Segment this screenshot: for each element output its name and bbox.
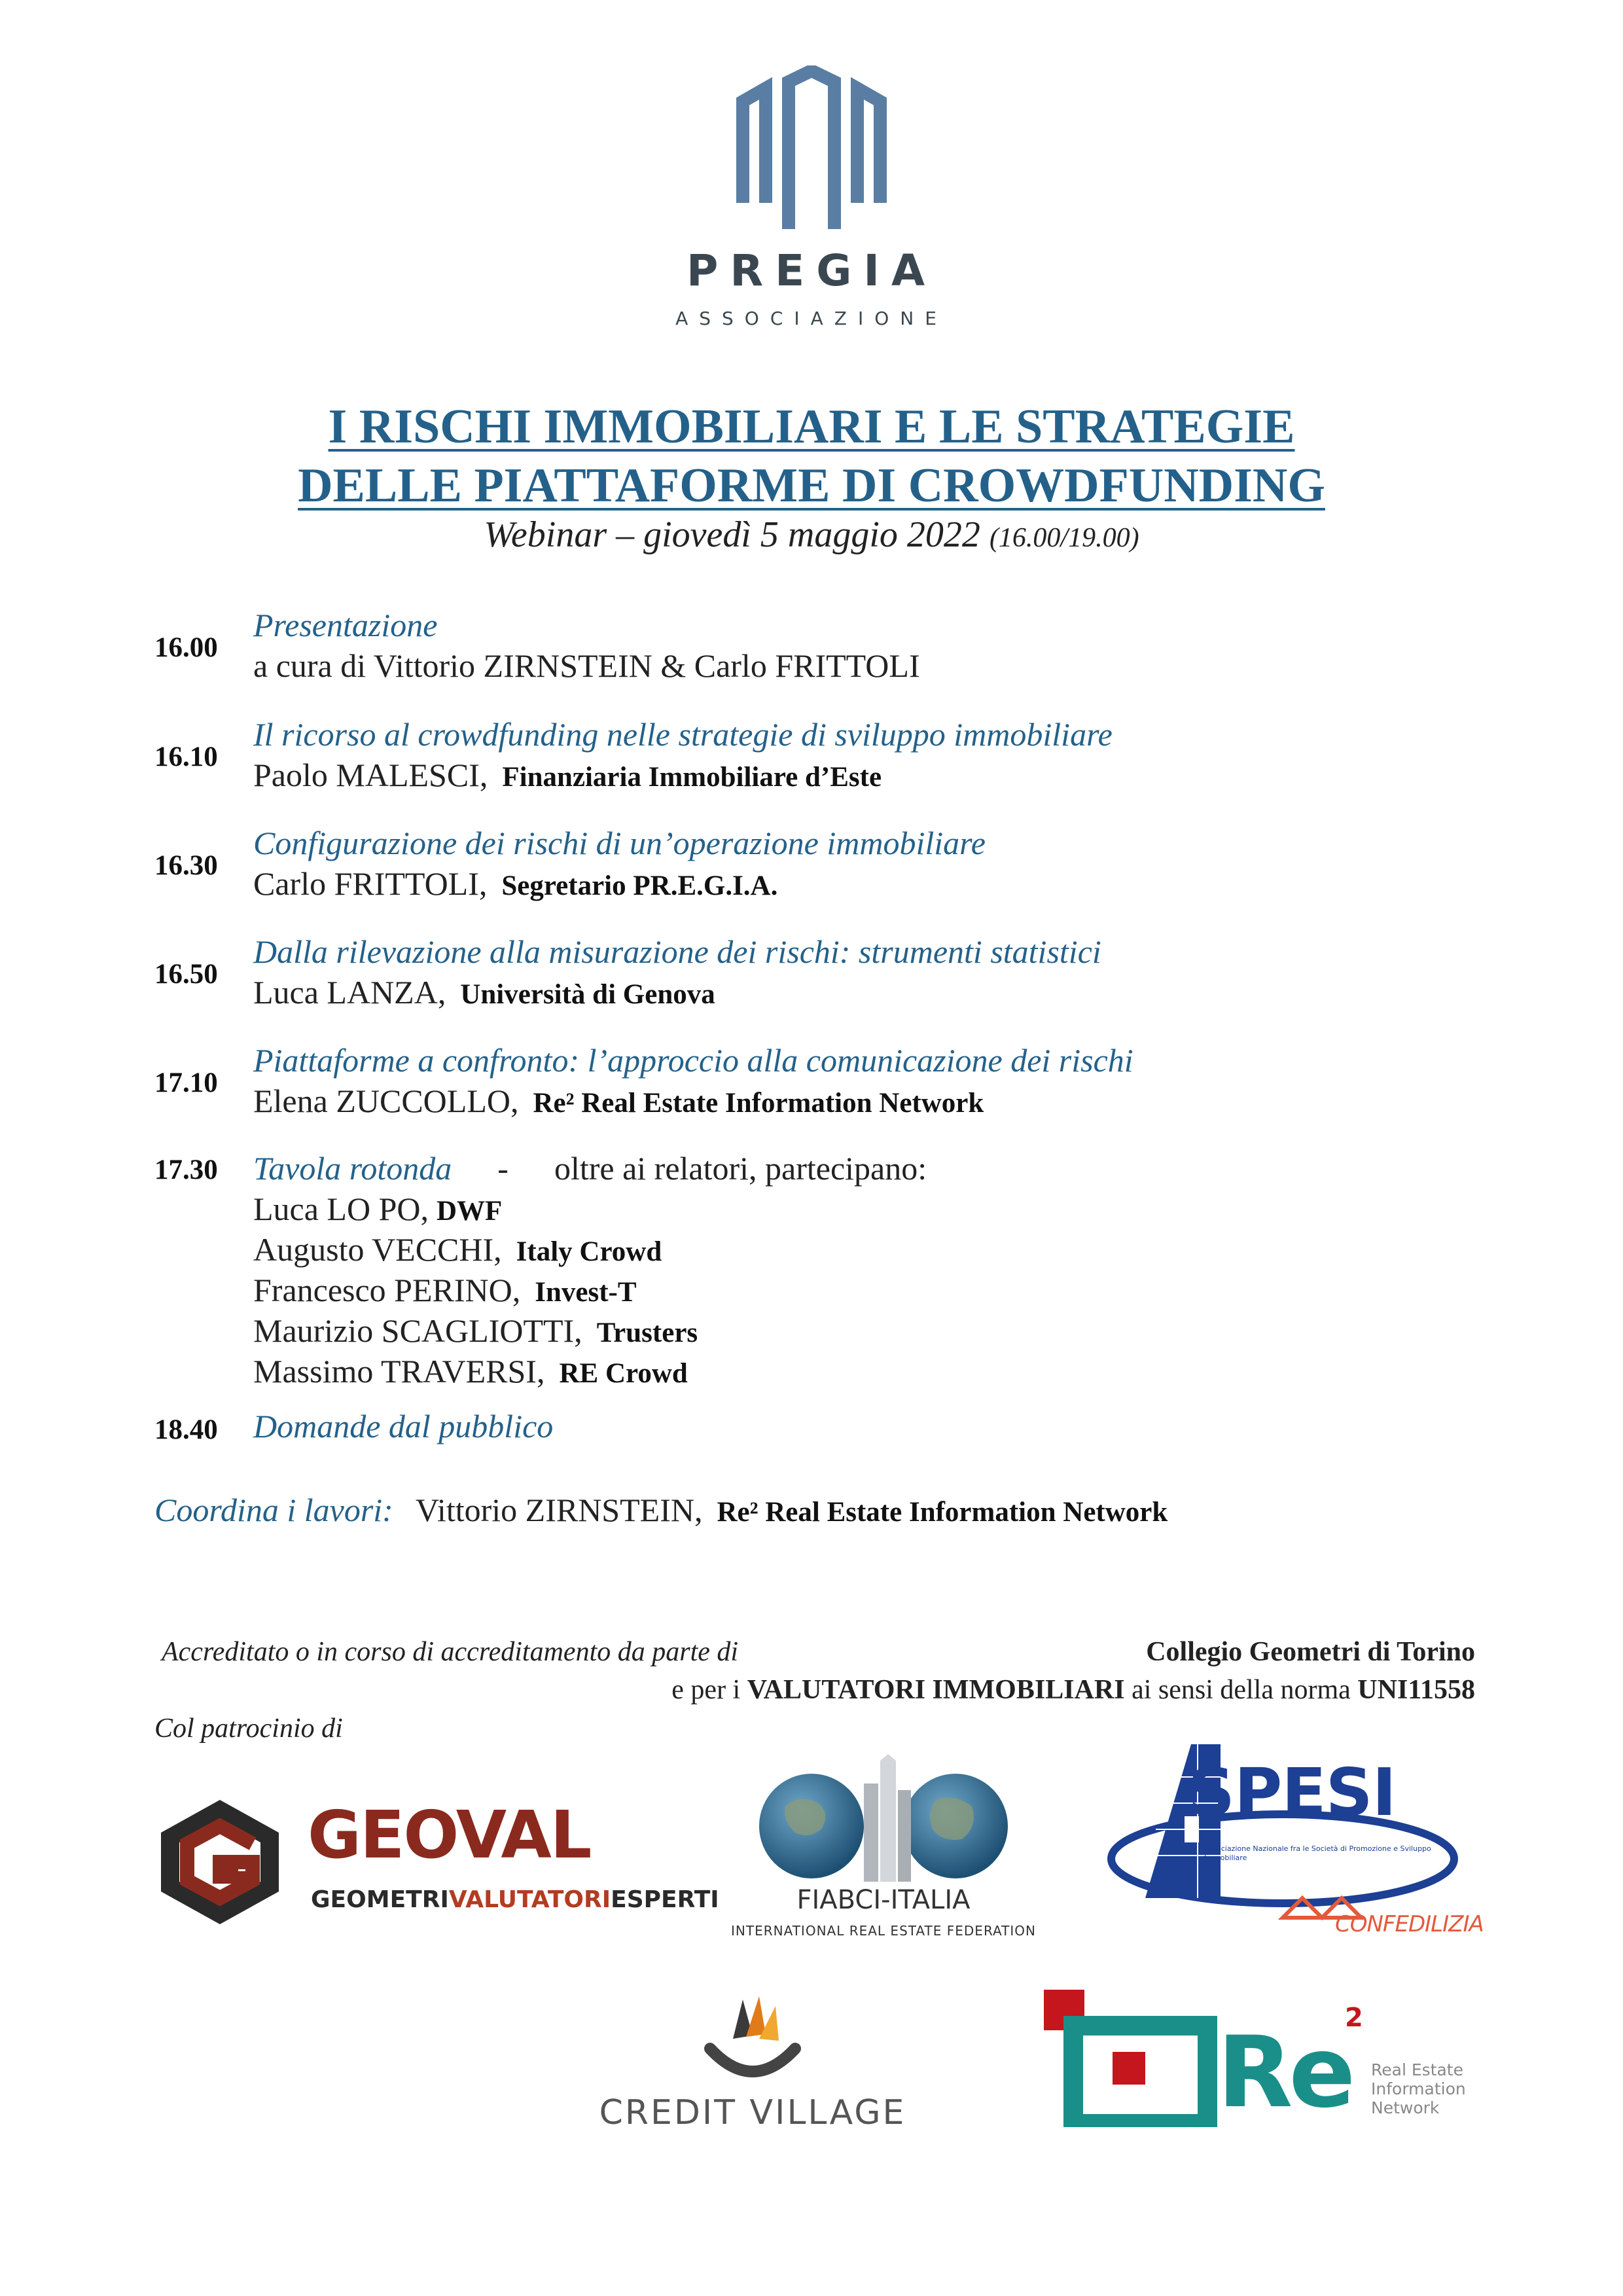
coordinator-organization: Re² Real Estate Information Network [717,1497,1168,1528]
coordination-line [154,1491,1168,1529]
aspesi-logo-subtitle: Associazione Nazionale fra le Società di Promozione e Sviluppo Immobiliare [1204,1844,1431,1862]
speaker-name: Augusto VECCHI, [253,1231,502,1268]
speaker-organization: Trusters [596,1318,698,1348]
agenda-topic: Piattaforme a confronto: l’approccio alla comunicazione dei rischi [253,1042,1133,1079]
roundtable-participant [253,1271,637,1309]
fiabci-logo-text: FIABCI-ITALIA [796,1885,971,1915]
speaker-name: Luca LO PO, [253,1191,429,1227]
geoval-sub-1: GEOMETRI [311,1886,449,1913]
speaker-name: Massimo TRAVERSI, [253,1353,545,1390]
agenda-topic: Il ricorso al crowdfunding nelle strategie di sviluppo immobiliare [253,716,1113,753]
speaker-organization: Segretario PR.E.G.I.A. [501,870,778,901]
event-title-line-1: I RISCHI IMMOBILIARI E LE STRATEGIE [328,400,1295,454]
coordinator-name: Vittorio ZIRNSTEIN, [415,1492,703,1528]
coordination-label: Coordina i lavori: [154,1492,393,1528]
speaker-organization: Italy Crowd [516,1236,662,1267]
accreditation-valuers-mid: ai sensi della norma [1132,1675,1351,1705]
geoval-logo-icon [154,1797,285,1928]
accreditation-valuers-bold: VALUTATORI IMMOBILIARI [747,1675,1125,1705]
event-time-range: (16.00/19.00) [989,523,1139,553]
agenda-speaker [253,865,777,903]
roundtable-participant [253,1352,688,1390]
agenda-time: 16.10 [154,742,218,772]
accreditation-valuers [671,1674,1475,1706]
accreditation-text: Accreditato o in corso di accreditamento da parte di [162,1637,739,1667]
agenda-time: 16.00 [154,632,218,663]
fiabci-logo-subtitle: INTERNATIONAL REAL ESTATE FEDERATION [731,1923,1036,1939]
aspesi-logo-text: SPESI [1188,1754,1396,1831]
agenda-topic: Dalla rilevazione alla misurazione dei rischi: strumenti statistici [253,933,1101,970]
pregia-logo-name: PREGIA [686,245,937,296]
agenda-time: 16.50 [154,959,218,990]
re2-logo-superscript: 2 [1345,2003,1363,2033]
geoval-logo-subtitle [311,1886,719,1913]
agenda-speaker: a cura di Vittorio ZIRNSTEIN & Carlo FRITTOLI [253,647,920,684]
roundtable-participant [253,1230,662,1268]
agenda-time: 17.30 [154,1155,218,1185]
speaker-name: Luca LANZA, [253,974,446,1011]
agenda-time: 18.40 [154,1414,218,1445]
credit-village-logo-text: CREDIT VILLAGE [599,2093,906,2132]
speaker-name: Maurizio SCAGLIOTTI, [253,1312,582,1349]
geoval-sub-3: ESPERTI [611,1886,719,1913]
agenda-topic: Domande dal pubblico [253,1408,554,1444]
speaker-name: Carlo FRITTOLI, [253,865,488,902]
pregia-logo-subtitle: ASSOCIAZIONE [675,308,948,329]
speaker-name: Francesco PERINO, [253,1272,521,1308]
re2-sub-1: Real Estate [1371,2060,1463,2079]
re2-logo-text: Re [1217,2016,1352,2130]
speaker-organization: Università di Genova [460,979,715,1010]
agenda-topic: Tavola rotonda [253,1150,452,1187]
re2-sub-3: Network [1371,2098,1440,2117]
roundtable-dash: - [497,1150,508,1187]
speaker-organization: Re² Real Estate Information Network [533,1088,984,1119]
accreditation-valuers-pre: e per i [671,1675,741,1705]
speaker-name: Elena ZUCCOLLO, [253,1083,519,1119]
agenda-speaker [253,973,715,1011]
agenda-speaker [253,1082,984,1120]
confedilizia-logo-text: CONFEDILIZIA [1335,1911,1484,1937]
accreditation-norm: UNI11558 [1357,1675,1475,1705]
agenda-time: 17.10 [154,1067,218,1098]
agenda-topic: Presentazione [253,607,438,643]
accreditation-body: Collegio Geometri di Torino [1146,1637,1475,1667]
speaker-organization: RE Crowd [559,1358,688,1389]
roundtable-intro: oltre ai relatori, partecipano: [554,1150,927,1187]
geoval-logo-text: GEOVAL [308,1797,591,1873]
patronage-label: Col patrocinio di [154,1713,343,1744]
speaker-organization: Finanziaria Immobiliare d’Este [502,762,882,793]
credit-village-logo-icon [697,1990,808,2088]
roundtable-participant [253,1312,698,1350]
event-subtitle [0,514,1623,556]
re2-sub-2: Information [1371,2079,1466,2098]
speaker-organization: Invest-T [535,1277,637,1308]
speaker-organization: DWF [437,1196,503,1227]
re2-logo-icon [1044,1990,1221,2127]
event-date: Webinar – giovedì 5 maggio 2022 [484,514,980,555]
fiabci-logo-icon [746,1754,1021,1885]
event-title-line-2: DELLE PIATTAFORME DI CROWDFUNDING [298,459,1325,512]
pregia-logo-icon [733,65,890,236]
roundtable-heading [253,1149,927,1187]
agenda-topic: Configurazione dei rischi di un’operazione immobiliare [253,825,986,861]
speaker-name: Paolo MALESCI, [253,757,488,793]
re2-logo-subtitle [1371,2060,1466,2117]
geoval-sub-2: VALUTATORI [448,1886,611,1913]
roundtable-participant [253,1190,502,1228]
agenda-time: 16.30 [154,850,218,881]
agenda-speaker [253,756,882,794]
